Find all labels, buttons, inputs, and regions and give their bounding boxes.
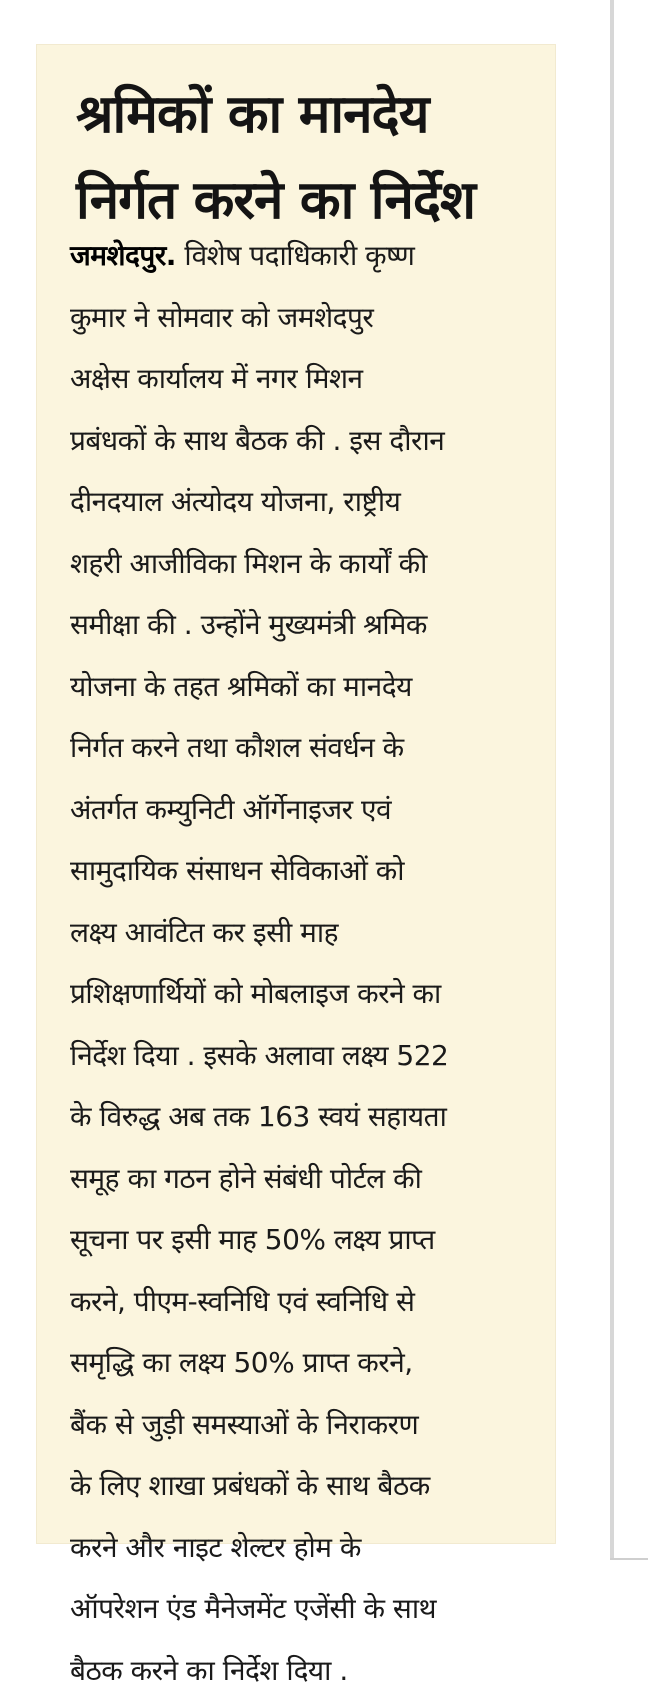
article-line: करने, पीएम-स्वनिधि एवं स्वनिधि से (70, 1271, 550, 1333)
article-line: के विरुद्ध अब तक 163 स्वयं सहायता (70, 1086, 550, 1148)
article-line: प्रशिक्षणार्थियों को मोबलाइज करने का (70, 963, 550, 1025)
article-line: निर्देश दिया . इसके अलावा लक्ष्य 522 (70, 1025, 550, 1087)
dateline: जमशेदपुर. (70, 239, 176, 272)
article-line: समीक्षा की . उन्होंने मुख्यमंत्री श्रमिक (70, 594, 550, 656)
page-bottom-rule (610, 1558, 648, 1560)
page-edge-line (610, 0, 614, 1558)
article-line: के लिए शाखा प्रबंधकों के साथ बैठक (70, 1455, 550, 1517)
headline-line: निर्गत करने का निर्देश (76, 158, 546, 244)
article-line: योजना के तहत श्रमिकों का मानदेय (70, 656, 550, 718)
article-line: ऑपरेशन एंड मैनेजमेंट एजेंसी के साथ (70, 1578, 550, 1640)
article-line-text: विशेष पदाधिकारी कृष्ण (184, 239, 414, 272)
article-line: बैठक करने का निर्देश दिया . (70, 1640, 550, 1701)
headline (76, 72, 546, 244)
article-line: अंतर्गत कम्युनिटी ऑर्गेनाइजर एवं (70, 779, 550, 841)
article-line: अक्षेस कार्यालय में नगर मिशन (70, 348, 550, 410)
article-line: करने और नाइट शेल्टर होम के (70, 1517, 550, 1579)
article-line: समूह का गठन होने संबंधी पोर्टल की (70, 1148, 550, 1210)
article-line: निर्गत करने तथा कौशल संवर्धन के (70, 717, 550, 779)
newspaper-clipping (36, 44, 556, 1544)
headline-line: श्रमिकों का मानदेय (76, 72, 546, 158)
article-line: कुमार ने सोमवार को जमशेदपुर (70, 287, 550, 349)
article-line: लक्ष्य आवंटित कर इसी माह (70, 902, 550, 964)
article-line: दीनदयाल अंत्योदय योजना, राष्ट्रीय (70, 471, 550, 533)
article-line: सामुदायिक संसाधन सेविकाओं को (70, 840, 550, 902)
article-line: शहरी आजीविका मिशन के कार्यों की (70, 533, 550, 595)
article-line: प्रबंधकों के साथ बैठक की . इस दौरान (70, 410, 550, 472)
article-line: समृद्धि का लक्ष्य 50% प्राप्त करने, (70, 1332, 550, 1394)
article-body (70, 225, 550, 1701)
article-line: बैंक से जुड़ी समस्याओं के निराकरण (70, 1394, 550, 1456)
article-line (70, 225, 550, 287)
article-line: सूचना पर इसी माह 50% लक्ष्य प्राप्त (70, 1209, 550, 1271)
